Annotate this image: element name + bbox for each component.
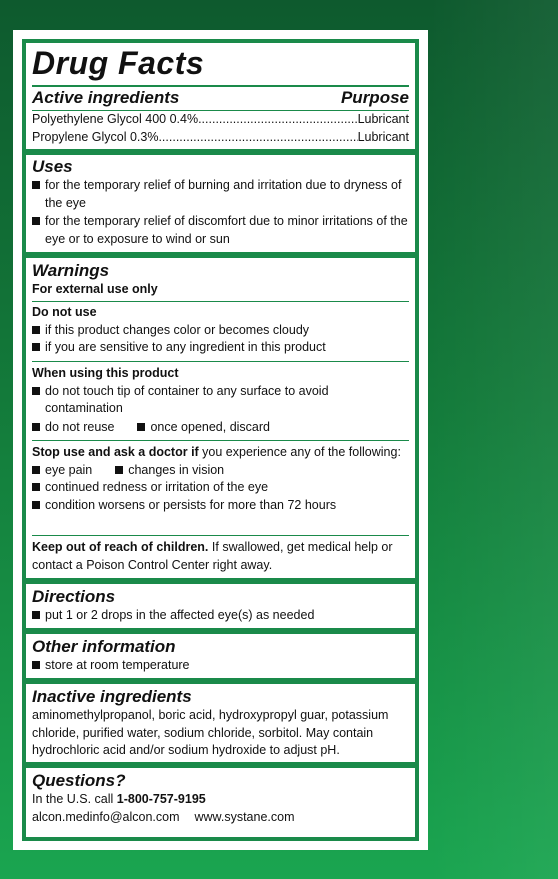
list-item: do not reuse once opened, discard: [32, 419, 409, 437]
bullet-square-icon: [32, 501, 40, 509]
ingredient-name: Polyethylene Glycol 400 0.4%: [32, 112, 199, 126]
drug-facts-panel: [13, 30, 428, 850]
list-item: eye pain changes in vision: [32, 462, 409, 480]
bullet-square-icon: [137, 423, 145, 431]
active-ingredients-heading: Active ingredients: [32, 88, 180, 107]
bullet-square-icon: [32, 326, 40, 334]
when-using-section: [32, 365, 409, 436]
section-divider: [26, 678, 415, 684]
stop-use-section: Stop use and ask a doctor if you experience any of the following: eye pain changes in vision continued redness or irritation of the eye condition worsens or persists for more than 72 hours: [32, 444, 409, 514]
warnings-rule: [32, 535, 409, 536]
background-highlight: [428, 0, 558, 879]
list-item: do not touch tip of container to any surface to avoid contamination: [32, 383, 409, 418]
list-item: if this product changes color or becomes cloudy: [32, 322, 409, 340]
section-divider: [26, 628, 415, 634]
warnings-rule: [32, 361, 409, 362]
bullet-square-icon: [32, 466, 40, 474]
bullet-square-icon: [115, 466, 123, 474]
bullet-square-icon: [32, 423, 40, 431]
list-item: store at room temperature: [32, 657, 409, 675]
active-ingredient-row: [32, 111, 409, 129]
ingredient-name: Propylene Glycol 0.3%: [32, 129, 159, 144]
email-address: alcon.medinfo@alcon.com: [32, 809, 180, 824]
children-warning: Keep out of reach of children. If swallowed, get medical help or contact a Poison Control Center right away.: [32, 540, 393, 572]
bullet-square-icon: [32, 387, 40, 395]
active-ingredients-section: [32, 88, 409, 108]
questions-section: Questions? In the U.S. call 1-800-757-9195 alcon.medinfo@alcon.com www.systane.com: [32, 771, 409, 826]
phone-number: 1-800-757-9195: [116, 792, 206, 806]
do-not-use-heading: Do not use: [32, 305, 97, 319]
drug-facts-content: [32, 43, 409, 837]
warnings-rule: [32, 440, 409, 441]
bullet-square-icon: [32, 611, 40, 619]
website: www.systane.com: [194, 809, 295, 824]
list-item: put 1 or 2 drops in the affected eye(s) as needed: [32, 607, 409, 625]
external-use-only: For external use only: [32, 282, 158, 296]
active-ingredient-row: [32, 129, 409, 147]
list-item: for the temporary relief of discomfort due to minor irritations of the eye or to exposure to wind or sun: [32, 213, 409, 248]
warnings-heading: Warnings: [32, 261, 110, 280]
list-item: if you are sensitive to any ingredient in this product: [32, 339, 409, 357]
active-ingredients-list: [32, 111, 409, 146]
uses-heading: Uses: [32, 157, 73, 176]
section-divider: [26, 252, 415, 258]
leader-dots: [198, 111, 357, 129]
warnings-rule: [32, 301, 409, 302]
section-divider: [26, 762, 415, 768]
bullet-square-icon: [32, 661, 40, 669]
section-divider: [26, 578, 415, 584]
stop-use-heading: Stop use and ask a doctor if: [32, 445, 199, 459]
bullet-square-icon: [32, 483, 40, 491]
ingredient-purpose: Lubricant: [357, 129, 409, 144]
when-using-heading: When using this product: [32, 366, 179, 380]
other-information-heading: Other information: [32, 637, 176, 656]
title-section: [32, 45, 409, 81]
directions-heading: Directions: [32, 587, 116, 606]
bullet-square-icon: [32, 217, 40, 225]
drug-facts-border: [22, 39, 419, 841]
questions-heading: Questions?: [32, 771, 126, 790]
directions-section: [32, 587, 409, 625]
warnings-section: [32, 261, 409, 299]
list-item: continued redness or irritation of the eye: [32, 479, 409, 497]
bullet-square-icon: [32, 343, 40, 351]
leader-dots: [158, 129, 357, 147]
other-information-section: [32, 637, 409, 675]
ingredient-purpose: Lubricant: [357, 112, 409, 126]
inactive-ingredients-section: [32, 687, 409, 760]
purpose-heading: Purpose: [340, 88, 409, 107]
uses-section: [32, 157, 409, 248]
list-item: condition worsens or persists for more than 72 hours: [32, 497, 409, 515]
inactive-ingredients-text: aminomethylpropanol, boric acid, hydroxypropyl guar, potassium chloride, purified water, sodium chloride, sorbitol. May contain hydrochloric acid and/or sodium hydroxide to adjust pH.: [32, 708, 389, 757]
inactive-ingredients-heading: Inactive ingredients: [32, 687, 192, 706]
do-not-use-section: [32, 304, 409, 357]
title-rule: [32, 85, 409, 87]
drug-facts-title: Drug Facts: [32, 45, 205, 81]
bullet-square-icon: [32, 181, 40, 189]
section-divider: [26, 149, 415, 155]
list-item: for the temporary relief of burning and irritation due to dryness of the eye: [32, 177, 409, 212]
